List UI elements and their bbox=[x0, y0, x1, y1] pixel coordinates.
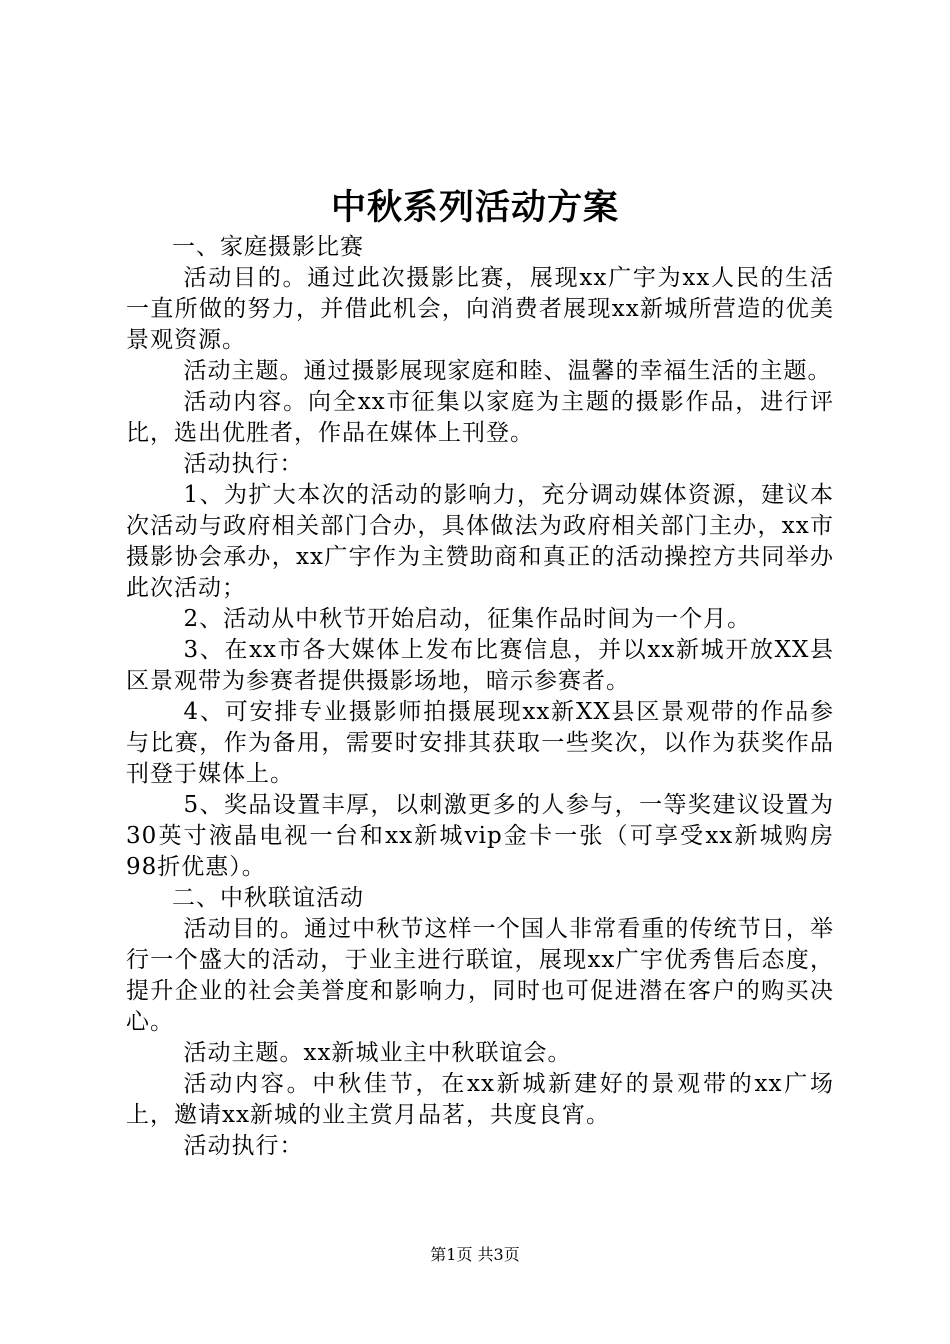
paragraph: 活动目的。通过中秋节这样一个国人非常看重的传统节日，举行一个盛大的活动，于业主进行联谊，展现xx广宇优秀售后态度，提升企业的社会美誉度和影响力，同时也可促进潜在客户的购买决心。 bbox=[126, 916, 834, 1035]
paragraph: 1、为扩大本次的活动的影响力，充分调动媒体资源，建议本次活动与政府相关部门合办，具体做法为政府相关部门主办，xx市摄影协会承办，xx广宇作为主赞助商和真正的活动操控方共同举办此次活动； bbox=[126, 482, 834, 601]
paragraph: 活动内容。中秋佳节，在xx新城新建好的景观带的xx广场上，邀请xx新城的业主赏月品茗，共度良宵。 bbox=[126, 1071, 834, 1128]
document-title: 中秋系列活动方案 bbox=[330, 187, 619, 228]
section-heading: 二、中秋联谊活动 bbox=[172, 885, 364, 911]
paragraph: 活动执行： bbox=[183, 1133, 304, 1159]
document-body bbox=[126, 232, 834, 1162]
paragraph: 活动主题。xx新城业主中秋联谊会。 bbox=[183, 1040, 572, 1066]
paragraph: 2、活动从中秋节开始启动，征集作品时间为一个月。 bbox=[183, 606, 752, 632]
section-heading: 一、家庭摄影比赛 bbox=[172, 234, 364, 260]
paragraph: 3、在xx市各大媒体上发布比赛信息，并以xx新城开放XX县区景观带为参赛者提供摄影场地，暗示参赛者。 bbox=[126, 637, 834, 694]
paragraph: 4、可安排专业摄影师拍摄展现xx新XX县区景观带的作品参与比赛，作为备用，需要时安排其获取一些奖次，以作为获奖作品刊登于媒体上。 bbox=[126, 699, 834, 787]
paragraph: 活动目的。通过此次摄影比赛，展现xx广宇为xx人民的生活一直所做的努力，并借此机会，向消费者展现xx新城所营造的优美景观资源。 bbox=[126, 265, 834, 353]
paragraph: 活动主题。通过摄影展现家庭和睦、温馨的幸福生活的主题。 bbox=[183, 358, 832, 384]
paragraph: 5、奖品设置丰厚，以刺激更多的人参与，一等奖建议设置为30英寸液晶电视一台和xx新城vip金卡一张（可享受xx新城购房98折优惠）。 bbox=[126, 792, 834, 880]
paragraph: 活动执行： bbox=[183, 451, 304, 477]
paragraph: 活动内容。向全xx市征集以家庭为主题的摄影作品，进行评比，选出优胜者，作品在媒体上刊登。 bbox=[126, 389, 834, 446]
page-footer: 第1页 共3页 bbox=[430, 1245, 520, 1264]
